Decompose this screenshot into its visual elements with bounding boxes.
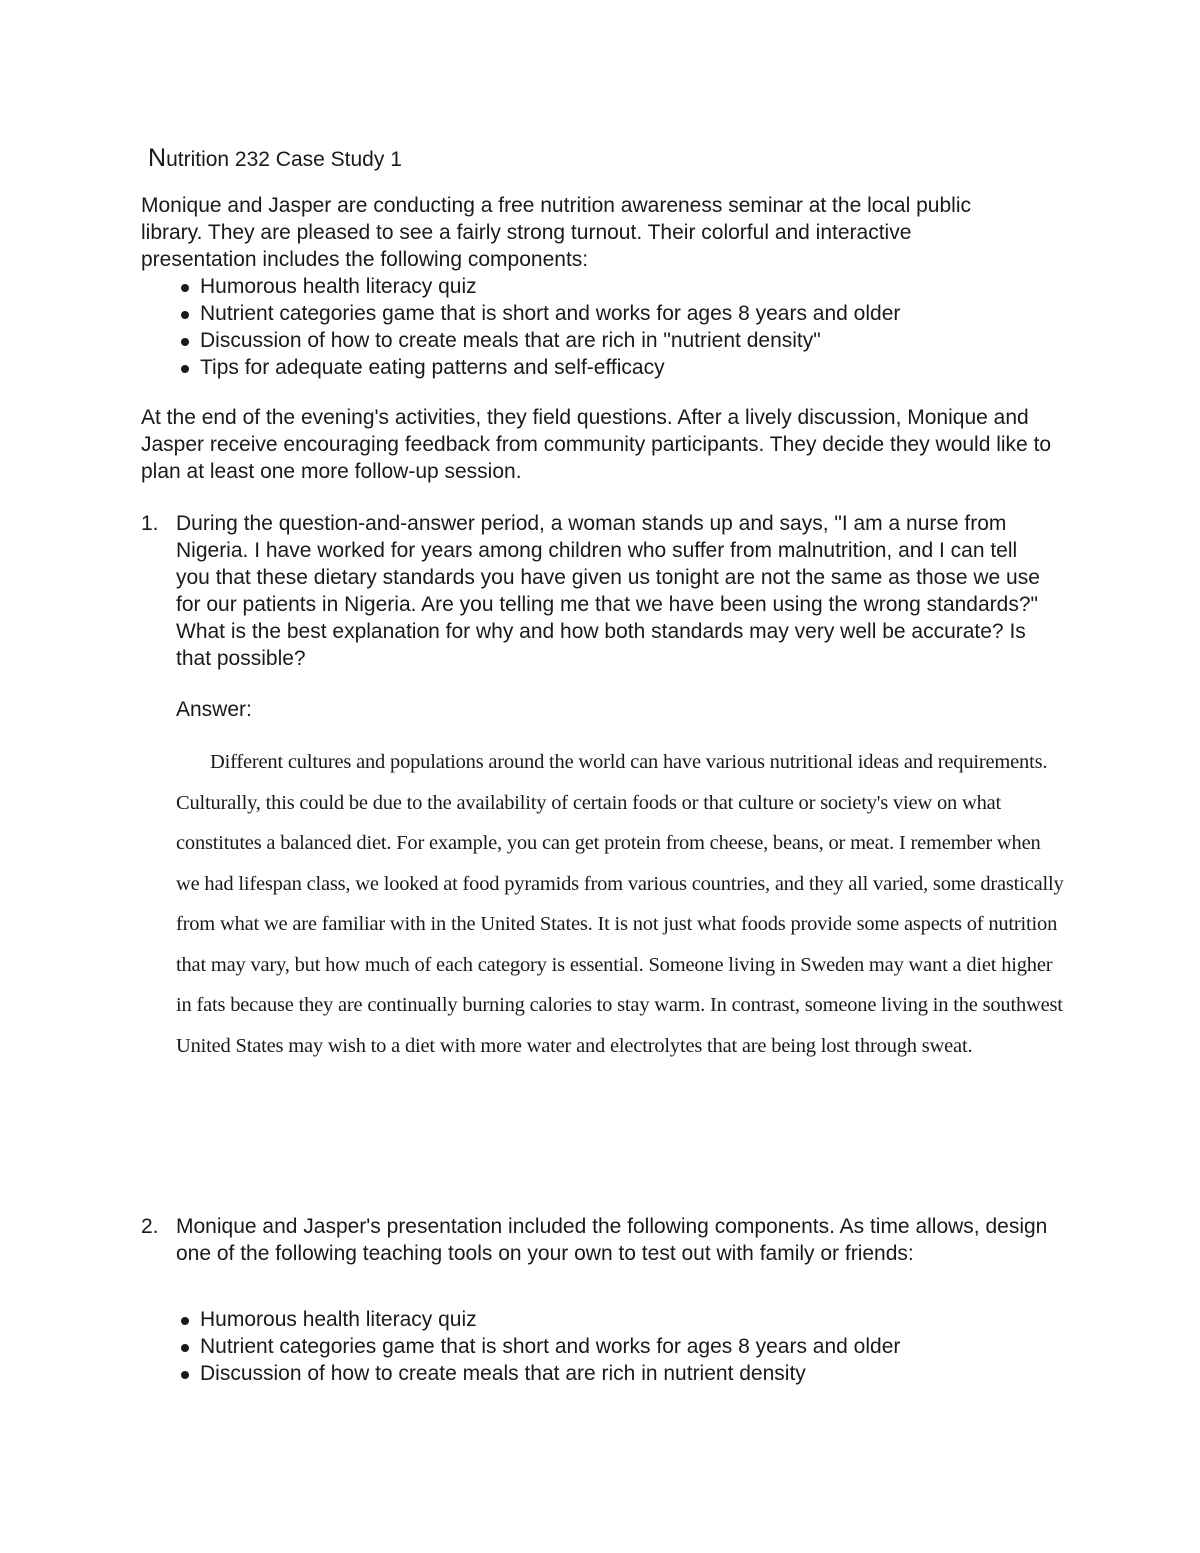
answer-label: Answer: (176, 698, 252, 721)
teaching-tools-list (141, 1306, 1041, 1387)
bullet-icon (181, 311, 189, 319)
list-item (141, 273, 1041, 300)
document-title (148, 143, 402, 175)
question-1-text: During the question-and-answer period, a woman stands up and says, "I am a nurse from Nigeria. I have worked for years among children who suffer from malnutrition, and I can tell you that these dietary standards you have given us tonight are not the same as those we use for our patients in Nigeria. Are you telling me that we have been using the wrong standards?" What is the best explanation for why and how both standards may very well be accurate? Is that possible? (176, 512, 1040, 670)
list-item-text: Discussion of how to create meals that are rich in nutrient density (200, 1362, 806, 1385)
list-item-text: Humorous health literacy quiz (200, 275, 477, 298)
list-item (141, 327, 1041, 354)
list-item (141, 354, 1041, 381)
list-item-text: Nutrient categories game that is short and works for ages 8 years and older (200, 1335, 901, 1358)
list-item-text: Humorous health literacy quiz (200, 1308, 477, 1331)
question-1-number: 1. (141, 512, 159, 535)
components-list (141, 273, 1041, 381)
answer-body: Different cultures and populations around the world can have various nutritional ideas and requirements. Culturally, this could be due to the availability of certain foods or that culture or society's view on what constitutes a balanced diet. For example, you can get protein from cheese, beans, or meat. I remember when we had lifespan class, we looked at food pyramids from various countries, and they all varied, some drastically from what we are familiar with in the United States. It is not just what foods provide some aspects of nutrition that may vary, but how much of each category is essential. Someone living in Sweden may want a diet higher in fats because they are continually burning calories to stay warm. In contrast, someone living in the southwest United States may wish to a diet with more water and electrolytes that are being lost through sweat. (176, 751, 1064, 1057)
bullet-icon (181, 338, 189, 346)
question-2-text: Monique and Jasper's presentation included the following components. As time allows, design one of the following teaching tools on your own to test out with family or friends: (176, 1215, 1048, 1265)
list-item (141, 300, 1041, 327)
intro-paragraph: Monique and Jasper are conducting a free nutrition awareness seminar at the local public library. They are pleased to see a fairly strong turnout. Their colorful and interactive presentation includes the following components: (141, 194, 971, 271)
question-2-number: 2. (141, 1215, 159, 1238)
list-item (141, 1306, 1041, 1333)
title-rest: utrition 232 Case Study 1 (166, 148, 402, 171)
bullet-icon (181, 1317, 189, 1325)
bullet-icon (181, 1371, 189, 1379)
bullet-icon (181, 1344, 189, 1352)
list-item (141, 1333, 1041, 1360)
bullet-icon (181, 284, 189, 292)
list-item-text: Discussion of how to create meals that are rich in "nutrient density" (200, 329, 821, 352)
followup-paragraph: At the end of the evening's activities, they field questions. After a lively discussion, Monique and Jasper receive encouraging feedback from community participants. They decide they would like to plan at least one more follow-up session. (141, 406, 1052, 483)
list-item-text: Nutrient categories game that is short and works for ages 8 years and older (200, 302, 901, 325)
title-first-letter: N (148, 144, 167, 172)
list-item-text: Tips for adequate eating patterns and self-efficacy (200, 356, 665, 379)
list-item (141, 1360, 1041, 1387)
bullet-icon (181, 365, 189, 373)
